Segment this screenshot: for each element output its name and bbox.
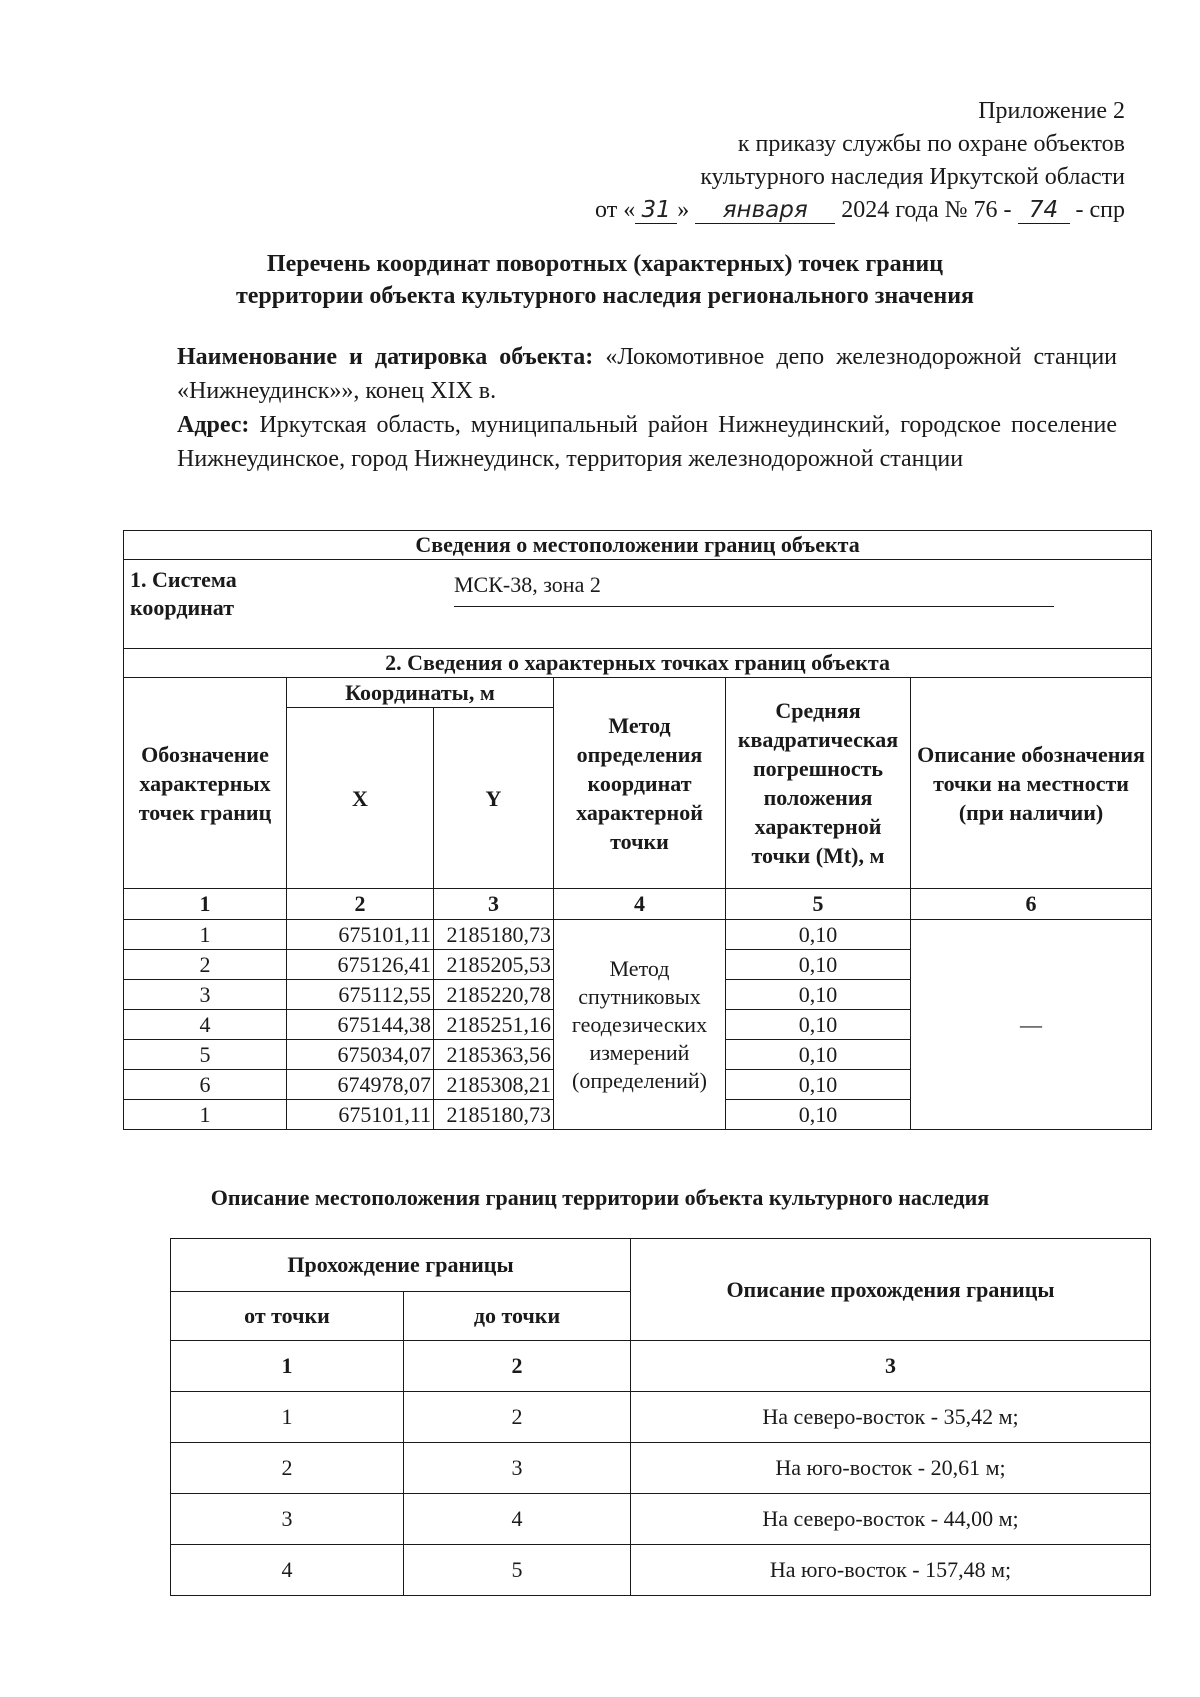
- col-to-point: до точки: [404, 1292, 631, 1341]
- col-number: 5: [726, 889, 911, 920]
- passage-description: На северо-восток - 44,00 м;: [631, 1494, 1151, 1545]
- appendix-line-2: к приказу службы по охране объектов: [737, 131, 1125, 157]
- point-y: 2185180,73: [434, 920, 554, 950]
- coordinate-system-label: 1. Система координат: [130, 567, 237, 620]
- title-line-2: территории объекта культурного наследия регионального значения: [235, 283, 975, 309]
- col-number: 2: [287, 889, 434, 920]
- point-mt: 0,10: [726, 1070, 911, 1100]
- appendix-date-line: [485, 194, 1125, 227]
- to-point: 5: [404, 1545, 631, 1596]
- point-id: 2: [124, 950, 287, 980]
- col-passage-description: Описание прохождения границы: [631, 1239, 1151, 1341]
- passage-description: На северо-восток - 35,42 м;: [631, 1392, 1151, 1443]
- object-address-value: Иркутская область, муниципальный район Нижнеудинский, городское поселение Нижнеудинское, город Нижнеудинск, территория железнодорожной станции: [177, 412, 1117, 472]
- points-section-header: 2. Сведения о характерных точках границ объекта: [124, 649, 1152, 678]
- from-point: 4: [171, 1545, 404, 1596]
- year-text: 2024 года № 76 -: [841, 197, 1012, 223]
- document-title: [90, 248, 1120, 312]
- column-numbers-row: [171, 1341, 1151, 1392]
- method-value: Метод спутниковых геодезических измерений (определений): [554, 920, 726, 1130]
- object-name-label: Наименование и датировка объекта:: [177, 344, 594, 370]
- handwritten-month: января: [695, 197, 835, 224]
- point-mt: 0,10: [726, 980, 911, 1010]
- appendix-line-3: культурного наследия Иркутской области: [700, 164, 1125, 190]
- col-number: 1: [171, 1341, 404, 1392]
- object-info: [177, 340, 1117, 476]
- coordinate-system-value: МСК-38, зона 2: [454, 570, 1054, 607]
- date-mid: »: [677, 197, 690, 223]
- passage-description: На юго-восток - 20,61 м;: [631, 1443, 1151, 1494]
- coordinates-table: [123, 530, 1152, 1130]
- handwritten-order-number: 74: [1018, 197, 1070, 224]
- coordinate-system-cell: [124, 560, 1152, 649]
- point-id: 3: [124, 980, 287, 1010]
- from-point: 3: [171, 1494, 404, 1545]
- passage-description: На юго-восток - 157,48 м;: [631, 1545, 1151, 1596]
- object-name-paragraph: [177, 340, 1117, 408]
- table-row: [171, 1545, 1151, 1596]
- point-mt: 0,10: [726, 950, 911, 980]
- col-number: 1: [124, 889, 287, 920]
- col-number: 3: [434, 889, 554, 920]
- point-y: 2185205,53: [434, 950, 554, 980]
- to-point: 4: [404, 1494, 631, 1545]
- col-error: Средняя квадратическая погрешность положения характерной точки (Mt), м: [726, 678, 911, 889]
- point-y: 2185180,73: [434, 1100, 554, 1130]
- col-from-point: от точки: [171, 1292, 404, 1341]
- point-x: 675101,11: [287, 920, 434, 950]
- point-x: 675034,07: [287, 1040, 434, 1070]
- table-row: [171, 1392, 1151, 1443]
- point-y: 2185308,21: [434, 1070, 554, 1100]
- appendix-header: [485, 95, 1125, 227]
- to-point: 3: [404, 1443, 631, 1494]
- point-x: 675144,38: [287, 1010, 434, 1040]
- location-header: Сведения о местоположении границ объекта: [124, 531, 1152, 560]
- col-y: Y: [434, 708, 554, 889]
- point-id: 1: [124, 920, 287, 950]
- col-x: X: [287, 708, 434, 889]
- point-id: 1: [124, 1100, 287, 1130]
- description-value: —: [911, 920, 1152, 1130]
- to-point: 2: [404, 1392, 631, 1443]
- col-number: 2: [404, 1341, 631, 1392]
- object-address-paragraph: [177, 408, 1117, 476]
- appendix-line-1: Приложение 2: [978, 98, 1125, 124]
- object-name-value: «Локомотивное депо железнодорожной станции «Нижнеудинск»», конец XIX в.: [177, 344, 1118, 404]
- point-y: 2185251,16: [434, 1010, 554, 1040]
- point-mt: 0,10: [726, 1010, 911, 1040]
- table-row: [171, 1494, 1151, 1545]
- col-description: Описание обозначения точки на местности (при наличии): [911, 678, 1152, 889]
- object-address-label: Адрес:: [177, 412, 250, 438]
- border-table: [170, 1238, 1151, 1596]
- col-passage: Прохождение границы: [171, 1239, 631, 1292]
- col-number: 3: [631, 1341, 1151, 1392]
- point-mt: 0,10: [726, 1040, 911, 1070]
- point-id: 5: [124, 1040, 287, 1070]
- from-point: 2: [171, 1443, 404, 1494]
- point-mt: 0,10: [726, 1100, 911, 1130]
- title-line-1: Перечень координат поворотных (характерных) точек границ: [266, 251, 944, 277]
- handwritten-day: 31: [635, 197, 677, 224]
- col-number: 4: [554, 889, 726, 920]
- table-row: [171, 1443, 1151, 1494]
- date-prefix: от «: [595, 197, 636, 223]
- point-x: 674978,07: [287, 1070, 434, 1100]
- table-row: [124, 920, 1152, 950]
- point-x: 675126,41: [287, 950, 434, 980]
- order-suffix: - спр: [1075, 197, 1125, 223]
- point-id: 6: [124, 1070, 287, 1100]
- point-mt: 0,10: [726, 920, 911, 950]
- border-section-title: Описание местоположения границ территории объекта культурного наследия: [210, 1185, 990, 1210]
- point-x: 675101,11: [287, 1100, 434, 1130]
- point-id: 4: [124, 1010, 287, 1040]
- col-method: Метод определения координат характерной точки: [554, 678, 726, 889]
- point-x: 675112,55: [287, 980, 434, 1010]
- point-y: 2185363,56: [434, 1040, 554, 1070]
- column-numbers-row: [124, 889, 1152, 920]
- from-point: 1: [171, 1392, 404, 1443]
- point-y: 2185220,78: [434, 980, 554, 1010]
- col-coordinates: Координаты, м: [287, 678, 554, 708]
- col-number: 6: [911, 889, 1152, 920]
- col-point-designation: Обозначение характерных точек границ: [124, 678, 287, 889]
